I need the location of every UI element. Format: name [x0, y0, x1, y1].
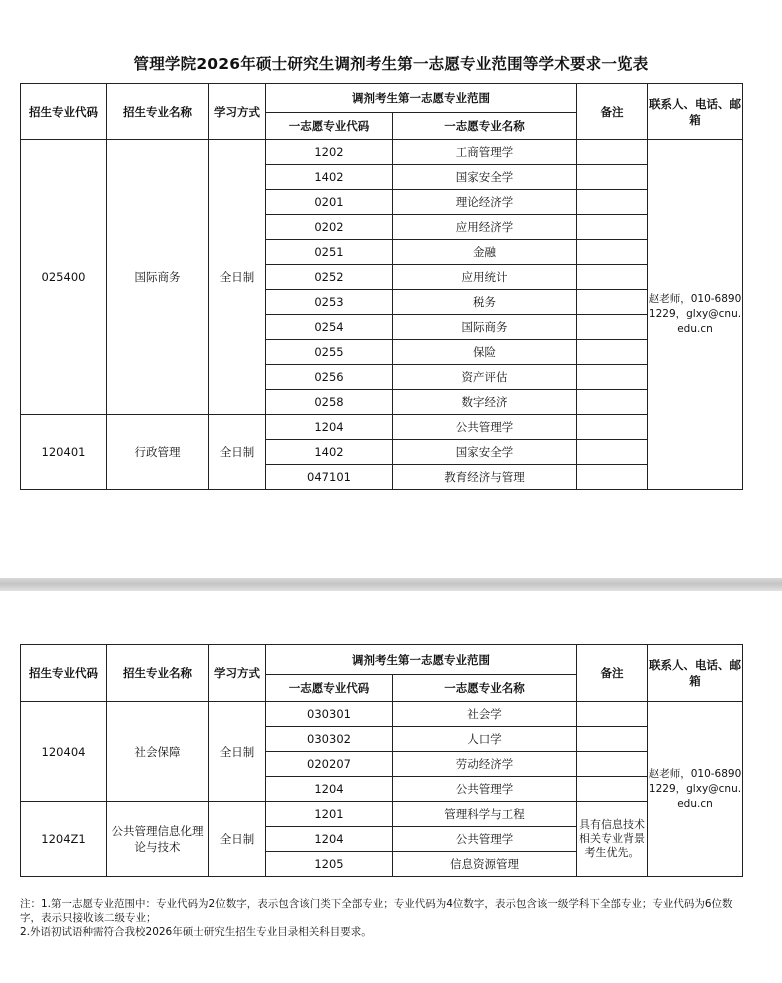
- remark-cell: [577, 365, 648, 390]
- first-choice-name-cell: 公共管理学: [393, 415, 577, 440]
- remark-cell: [577, 415, 648, 440]
- remark-cell: [577, 390, 648, 415]
- remark-cell: [577, 777, 648, 802]
- program-code-cell: 120401: [21, 415, 107, 490]
- first-choice-code-cell: 030302: [266, 727, 393, 752]
- footnote-1: 注：1.第一志愿专业范围中：专业代码为2位数字，表示包含该门类下全部专业；专业代码为4位数字，表示包含该一级学科下全部专业；专业代码为6位数字，表示只接收该二级专业；: [20, 898, 733, 924]
- remark-cell: [577, 727, 648, 752]
- header-program-code: 招生专业代码: [21, 84, 107, 140]
- remark-cell: 具有信息技术相关专业背景考生优先。: [577, 802, 648, 877]
- header-program-code: 招生专业代码: [21, 645, 107, 702]
- program-name-cell: 行政管理: [107, 415, 209, 490]
- table-row: [21, 140, 743, 165]
- remark-cell: [577, 340, 648, 365]
- first-choice-code-cell: 030301: [266, 702, 393, 727]
- footnotes: [20, 897, 742, 939]
- first-choice-name-cell: 金融: [393, 240, 577, 265]
- adjustment-table-page2: [20, 644, 743, 877]
- first-choice-name-cell: 公共管理学: [393, 827, 577, 852]
- first-choice-code-cell: 1205: [266, 852, 393, 877]
- table-row: [21, 802, 743, 827]
- program-code-cell: 025400: [21, 140, 107, 415]
- first-choice-name-cell: 管理科学与工程: [393, 802, 577, 827]
- first-choice-code-cell: 0252: [266, 265, 393, 290]
- first-choice-code-cell: 1402: [266, 440, 393, 465]
- header-program-name: 招生专业名称: [107, 84, 209, 140]
- first-choice-name-cell: 保险: [393, 340, 577, 365]
- first-choice-name-cell: 人口学: [393, 727, 577, 752]
- program-name-cell: 公共管理信息化理论与技术: [107, 802, 209, 877]
- header-study-mode: 学习方式: [209, 645, 266, 702]
- header-first-choice-name: 一志愿专业名称: [393, 675, 577, 702]
- remark-cell: [577, 215, 648, 240]
- program-code-cell: 1204Z1: [21, 802, 107, 877]
- first-choice-name-cell: 工商管理学: [393, 140, 577, 165]
- first-choice-code-cell: 1402: [266, 165, 393, 190]
- header-remark: 备注: [577, 84, 648, 140]
- first-choice-code-cell: 0201: [266, 190, 393, 215]
- first-choice-name-cell: 理论经济学: [393, 190, 577, 215]
- first-choice-name-cell: 公共管理学: [393, 777, 577, 802]
- header-first-choice-code: 一志愿专业代码: [266, 675, 393, 702]
- first-choice-code-cell: 0253: [266, 290, 393, 315]
- header-first-choice-name: 一志愿专业名称: [393, 113, 577, 140]
- first-choice-name-cell: 国家安全学: [393, 440, 577, 465]
- first-choice-code-cell: 0254: [266, 315, 393, 340]
- first-choice-name-cell: 社会学: [393, 702, 577, 727]
- first-choice-name-cell: 劳动经济学: [393, 752, 577, 777]
- study-mode-cell: 全日制: [209, 415, 266, 490]
- program-name-cell: 社会保障: [107, 702, 209, 802]
- remark-cell: [577, 465, 648, 490]
- remark-cell: [577, 290, 648, 315]
- remark-cell: [577, 165, 648, 190]
- remark-cell: [577, 440, 648, 465]
- first-choice-code-cell: 0258: [266, 390, 393, 415]
- remark-cell: [577, 140, 648, 165]
- first-choice-name-cell: 信息资源管理: [393, 852, 577, 877]
- remark-cell: [577, 240, 648, 265]
- page-title: 管理学院2026年硕士研究生调剂考生第一志愿专业范围等学术要求一览表: [133, 55, 649, 73]
- contact-cell: 赵老师，010-68901229，glxy@cnu.edu.cn: [648, 140, 743, 490]
- adjustment-table-page1: [20, 83, 743, 490]
- first-choice-code-cell: 1202: [266, 140, 393, 165]
- first-choice-name-cell: 教育经济与管理: [393, 465, 577, 490]
- header-first-choice-code: 一志愿专业代码: [266, 113, 393, 140]
- header-remark: 备注: [577, 645, 648, 702]
- footnote-2: 2.外语初试语种需符合我校2026年硕士研究生招生专业目录相关科目要求。: [20, 926, 372, 938]
- first-choice-code-cell: 020207: [266, 752, 393, 777]
- header-first-choice-range: 调剂考生第一志愿专业范围: [266, 84, 577, 113]
- remark-cell: [577, 190, 648, 215]
- remark-cell: [577, 315, 648, 340]
- study-mode-cell: 全日制: [209, 802, 266, 877]
- study-mode-cell: 全日制: [209, 702, 266, 802]
- remark-cell: [577, 702, 648, 727]
- first-choice-code-cell: 0255: [266, 340, 393, 365]
- header-contact: 联系人、电话、邮箱: [648, 645, 743, 702]
- first-choice-name-cell: 资产评估: [393, 365, 577, 390]
- remark-cell: [577, 265, 648, 290]
- first-choice-name-cell: 数字经济: [393, 390, 577, 415]
- first-choice-code-cell: 0251: [266, 240, 393, 265]
- first-choice-name-cell: 应用统计: [393, 265, 577, 290]
- page-separator: [0, 578, 782, 591]
- contact-cell: 赵老师，010-68901229，glxy@cnu.edu.cn: [648, 702, 743, 877]
- first-choice-code-cell: 1204: [266, 827, 393, 852]
- first-choice-code-cell: 1204: [266, 777, 393, 802]
- header-first-choice-range: 调剂考生第一志愿专业范围: [266, 645, 577, 675]
- program-name-cell: 国际商务: [107, 140, 209, 415]
- first-choice-code-cell: 1201: [266, 802, 393, 827]
- table-row: [21, 415, 743, 440]
- first-choice-code-cell: 0256: [266, 365, 393, 390]
- first-choice-name-cell: 国际商务: [393, 315, 577, 340]
- first-choice-name-cell: 税务: [393, 290, 577, 315]
- first-choice-code-cell: 1204: [266, 415, 393, 440]
- program-code-cell: 120404: [21, 702, 107, 802]
- header-program-name: 招生专业名称: [107, 645, 209, 702]
- table-row: [21, 702, 743, 727]
- first-choice-code-cell: 0202: [266, 215, 393, 240]
- study-mode-cell: 全日制: [209, 140, 266, 415]
- remark-cell: [577, 752, 648, 777]
- header-contact: 联系人、电话、邮箱: [648, 84, 743, 140]
- first-choice-name-cell: 国家安全学: [393, 165, 577, 190]
- first-choice-code-cell: 047101: [266, 465, 393, 490]
- first-choice-name-cell: 应用经济学: [393, 215, 577, 240]
- header-study-mode: 学习方式: [209, 84, 266, 140]
